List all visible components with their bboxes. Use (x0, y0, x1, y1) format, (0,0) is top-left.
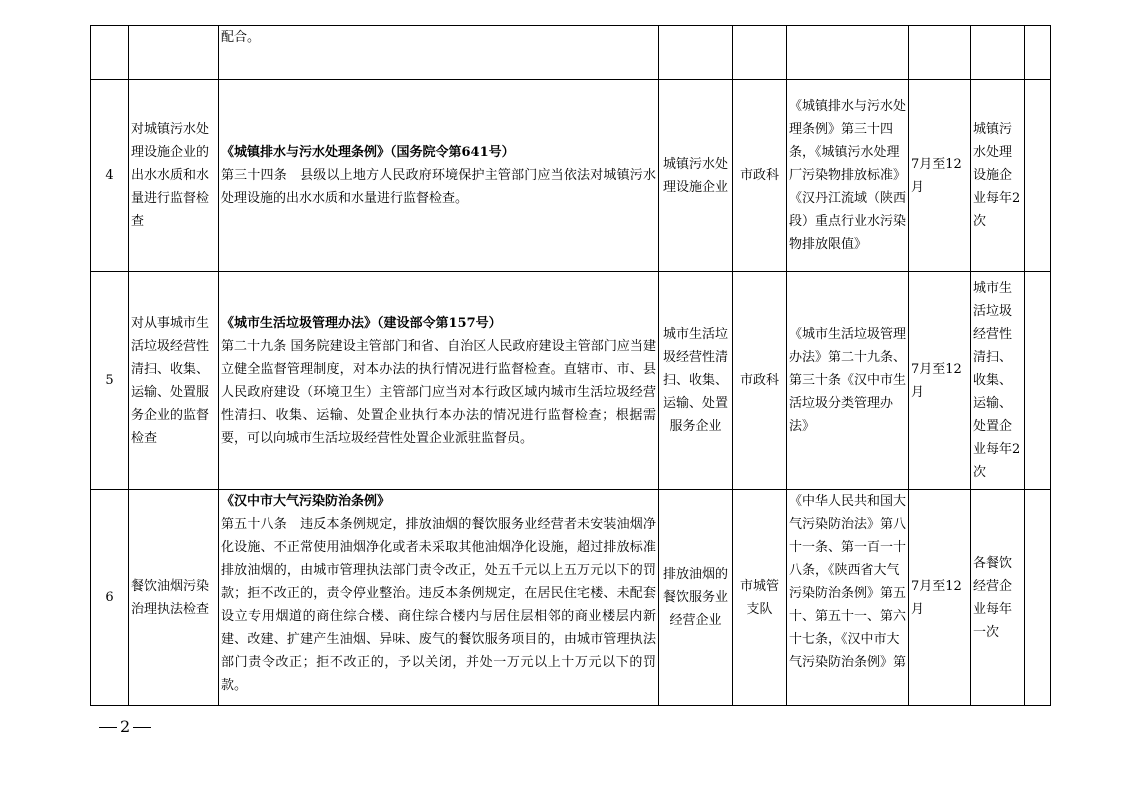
inspection-frequency: 各餐饮经营企业每年一次 (971, 490, 1025, 706)
law-title: 《汉中市大气污染防治条例》 (221, 494, 391, 509)
remarks (1025, 26, 1051, 80)
dash-right (133, 727, 151, 728)
legal-basis-cell (219, 26, 659, 80)
inspection-frequency (971, 26, 1025, 80)
remarks (1025, 80, 1051, 272)
inspection-item: 对城镇污水处理设施企业的出水水质和水量进行监督检查 (129, 80, 219, 272)
inspection-table (90, 25, 1051, 706)
inspection-basis (787, 26, 909, 80)
responsible-dept: 市政科 (733, 272, 787, 490)
law-text: 配合。 (221, 30, 261, 45)
law-title: 《城镇排水与污水处理条例》（国务院令第641号） (221, 145, 515, 160)
inspection-object (659, 26, 733, 80)
remarks (1025, 272, 1051, 490)
law-text: 第五十八条 违反本条例规定，排放油烟的餐饮服务业经营者未安装油烟净化设施、不正常使用油烟净化或者未采取其他油烟净化设施，超过排放标准排放油烟的，由城市管理执法部门责令改正，处五千元以上五万元以下的罚款；拒不改正的，责令停业整治。违反本条例规定，在居民住宅楼、未配套设立专用烟道的商住综合楼、商住综合楼内与居住层相邻的商业楼层内新建、改建、扩建产生油烟、异味、废气的餐饮服务项目的，由城市管理执法部门责令改正；拒不改正的，予以关闭，并处一万元以上十万元以下的罚款。 (221, 517, 656, 693)
inspection-basis: 《城镇排水与污水处理条例》第三十四条，《城镇污水处理厂污染物排放标准》《汉丹江流域（陕西段）重点行业水污染物排放限值》 (787, 80, 909, 272)
law-title: 《城市生活垃圾管理办法》（建设部令第157号） (221, 315, 502, 331)
inspection-item: 餐饮油烟污染治理执法检查 (129, 490, 219, 706)
legal-basis-cell (219, 272, 659, 490)
inspection-frequency: 城市生活垃圾经营性清扫、收集、运输、处置企业每年2次 (971, 272, 1025, 490)
page-number (96, 717, 154, 736)
remarks (1025, 490, 1051, 706)
inspection-time (909, 26, 971, 80)
inspection-object: 城镇污水处理设施企业 (659, 80, 733, 272)
inspection-basis: 《中华人民共和国大气污染防治法》第八十一条、第一百一十八条，《陕西省大气污染防治条例》第五十、第五十一、第六十七条，《汉中市大气污染防治条例》第 (787, 490, 909, 706)
inspection-item (129, 26, 219, 80)
row-number: 4 (91, 80, 129, 272)
inspection-item: 对从事城市生活垃圾经营性清扫、收集、运输、处置服务企业的监督检查 (129, 272, 219, 490)
inspection-object: 排放油烟的餐饮服务业经营企业 (659, 490, 733, 706)
page-number-value: 2 (120, 717, 131, 736)
row-number: 5 (91, 272, 129, 490)
responsible-dept: 市城管支队 (733, 490, 787, 706)
table-row (91, 272, 1051, 490)
dash-left (99, 727, 117, 728)
inspection-time: 7月至12月 (909, 490, 971, 706)
row-number (91, 26, 129, 80)
row-number: 6 (91, 490, 129, 706)
law-text: 第三十四条 县级以上地方人民政府环境保护主管部门应当依法对城镇污水处理设施的出水水质和水量进行监督检查。 (221, 168, 656, 206)
responsible-dept: 市政科 (733, 80, 787, 272)
responsible-dept (733, 26, 787, 80)
table-row (91, 80, 1051, 272)
inspection-time: 7月至12月 (909, 272, 971, 490)
legal-basis-cell (219, 80, 659, 272)
law-text: 第二十九条 国务院建设主管部门和省、自治区人民政府建设主管部门应当建立健全监督管理制度，对本办法的执行情况进行监督检查。直辖市、市、县人民政府建设（环境卫生）主管部门应当对本行政区域内城市生活垃圾经营性清扫、收集、运输、处置企业执行本办法的情况进行监督检查；根据需要，可以向城市生活垃圾经营性处置企业派驻监督员。 (221, 338, 656, 446)
legal-basis-cell (219, 490, 659, 706)
inspection-frequency: 城镇污水处理设施企业每年2次 (971, 80, 1025, 272)
inspection-time: 7月至12月 (909, 80, 971, 272)
inspection-object: 城市生活垃圾经营性清扫、收集、运输、处置服务企业 (659, 272, 733, 490)
table-row (91, 26, 1051, 80)
table-row (91, 490, 1051, 706)
inspection-basis: 《城市生活垃圾管理办法》第二十九条、第三十条《汉中市生活垃圾分类管理办法》 (787, 272, 909, 490)
